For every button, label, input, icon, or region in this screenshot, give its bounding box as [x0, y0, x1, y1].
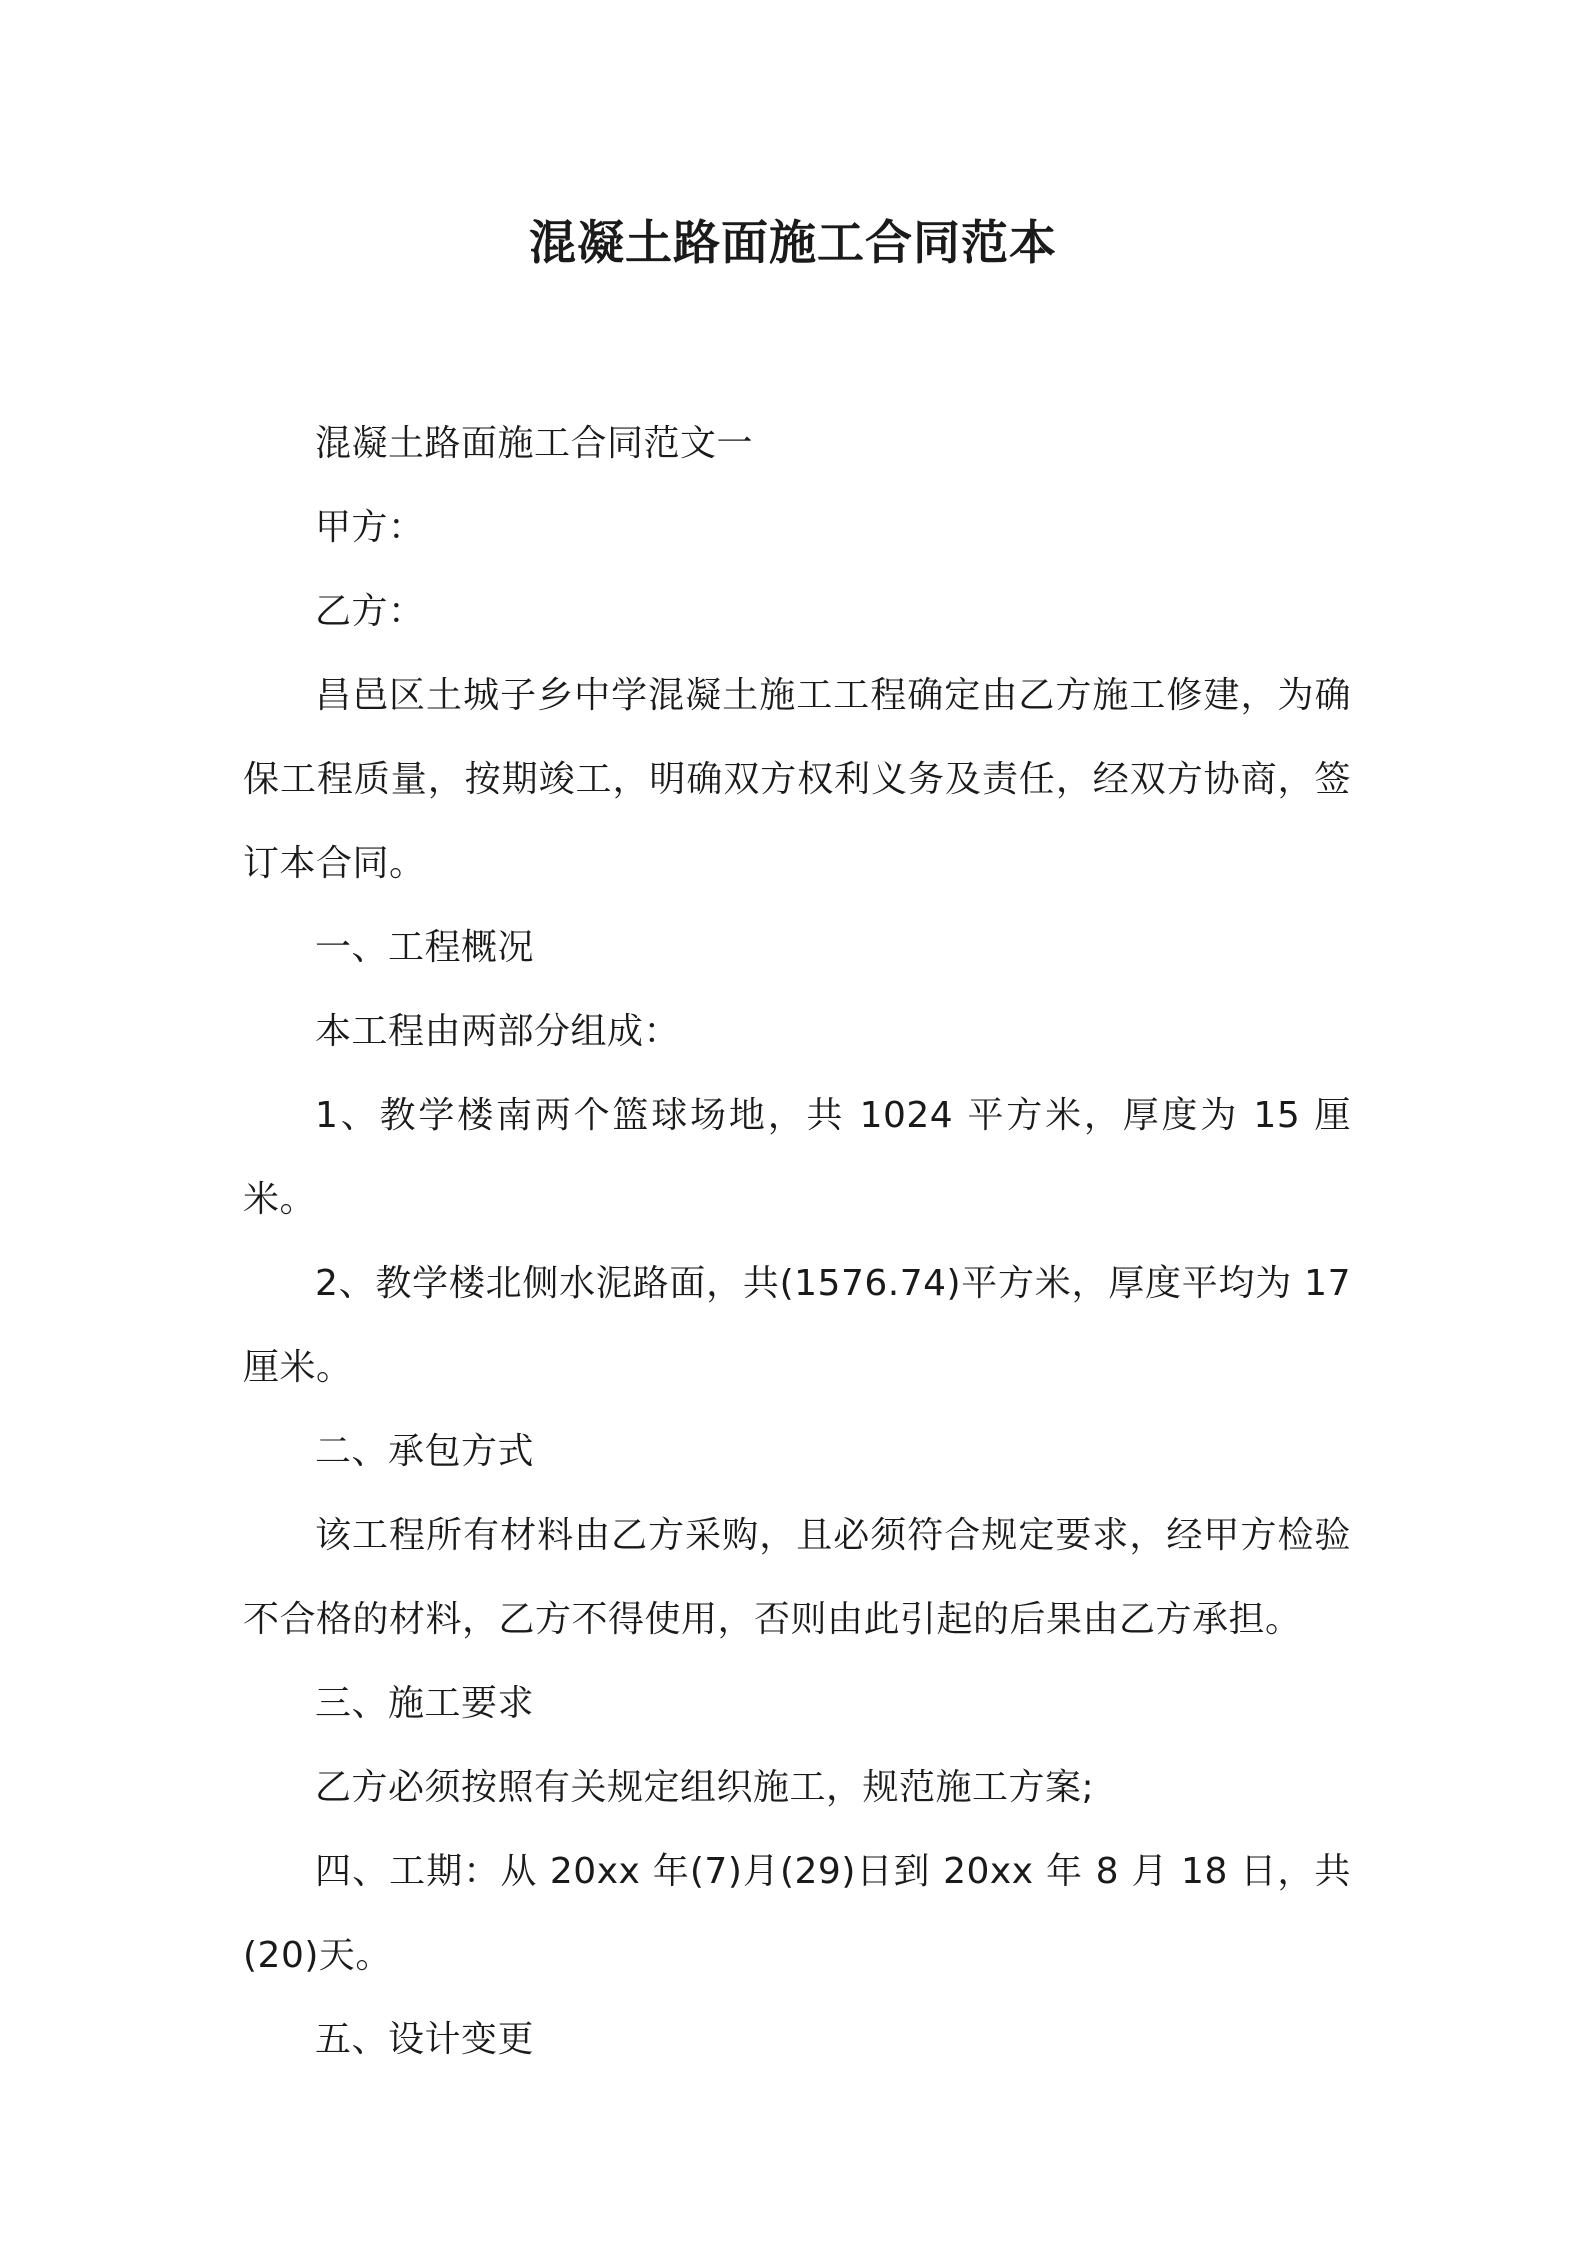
schedule-paragraph: 四、工期：从 20xx 年(7)月(29)日到 20xx 年 8 月 18 日，共(20)天。	[243, 1851, 1351, 1976]
intro-paragraph: 昌邑区土城子乡中学混凝土施工工程确定由乙方施工修建，为确保工程质量，按期竣工，明确双方权利义务及责任，经双方协商，签订本合同。	[243, 675, 1351, 884]
project-composition: 本工程由两部分组成：	[315, 1011, 681, 1052]
item-basketball-courts: 1、教学楼南两个篮球场地，共 1024 平方米，厚度为 15 厘米。	[243, 1095, 1351, 1220]
section-subtitle: 混凝土路面施工合同范文一	[315, 423, 754, 464]
heading-design-changes: 五、设计变更	[315, 2019, 535, 2060]
heading-contract-method: 二、承包方式	[315, 1431, 535, 1472]
party-a-line: 甲方：	[315, 507, 425, 548]
requirements-paragraph: 乙方必须按照有关规定组织施工，规范施工方案;	[315, 1767, 1095, 1808]
heading-project-overview: 一、工程概况	[315, 927, 535, 968]
heading-construction-requirements: 三、施工要求	[315, 1683, 535, 1724]
materials-paragraph: 该工程所有材料由乙方采购，且必须符合规定要求，经甲方检验不合格的材料，乙方不得使用，否则由此引起的后果由乙方承担。	[243, 1515, 1351, 1640]
document-body	[243, 402, 1351, 2082]
document-title: 混凝土路面施工合同范本	[529, 216, 1057, 271]
party-b-line: 乙方：	[315, 591, 425, 632]
item-cement-road: 2、教学楼北侧水泥路面，共(1576.74)平方米，厚度平均为 17 厘米。	[243, 1263, 1351, 1388]
